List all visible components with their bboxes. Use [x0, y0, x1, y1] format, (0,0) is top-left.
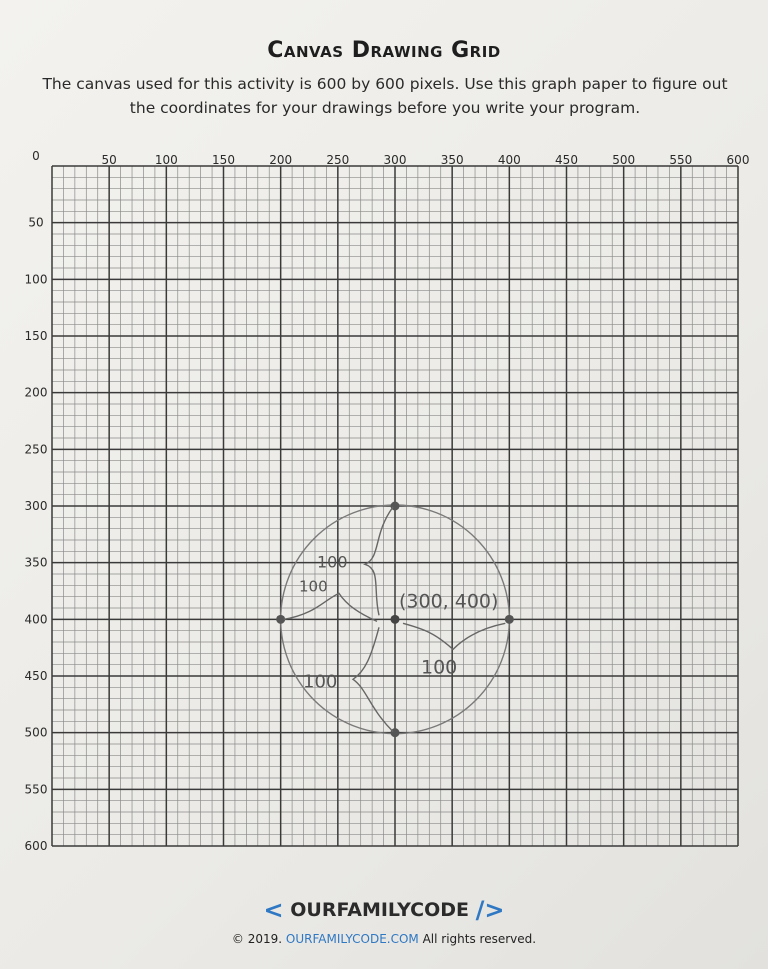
x-axis-label: 450: [555, 153, 578, 167]
sketch-radius-label-right: 100: [421, 656, 458, 679]
brand-logo: [0, 896, 768, 924]
x-axis-label: 50: [101, 153, 117, 167]
sketch-center-label: (300, 400): [399, 590, 499, 613]
x-axis-label: 250: [326, 153, 350, 167]
copyright-prefix: © 2019.: [231, 932, 283, 946]
sketch-radius-label-up: 100: [317, 552, 348, 572]
brand-name: OURFAMILYCODE: [290, 899, 469, 921]
copyright-suffix: All rights reserved.: [422, 932, 537, 946]
y-axis-label: 50: [28, 215, 44, 230]
x-axis-label: 100: [154, 153, 178, 167]
y-axis-label: 300: [24, 499, 48, 513]
x-axis-label: 600: [726, 153, 750, 167]
x-axis-label: 550: [669, 153, 693, 167]
y-axis-label: 200: [24, 385, 48, 400]
y-axis-label: 550: [24, 782, 48, 797]
sketch-radius-label-down: 100: [303, 671, 338, 693]
y-axis-labels: [25, 216, 48, 853]
sketch-brace-down: [353, 627, 393, 731]
sketch-brace-right: [403, 623, 505, 649]
y-axis-label: 250: [24, 442, 48, 457]
copyright-link: OURFAMILYCODE.COM: [285, 932, 419, 946]
y-axis-label: 400: [24, 612, 48, 627]
y-axis-label: 500: [24, 725, 48, 740]
intro-text: The canvas used for this activity is 600 by 600 pixels. Use this graph paper to figure out the coordinates for your drawings before you write your program.: [42, 75, 728, 117]
x-axis-label: 0: [32, 149, 40, 163]
sketch-brace-left: [284, 593, 377, 621]
y-axis-label: 450: [24, 669, 48, 683]
x-axis-label: 350: [440, 153, 464, 167]
y-axis-label: 600: [24, 839, 48, 853]
x-axis-label: 400: [497, 153, 521, 167]
x-axis-label: 200: [269, 153, 293, 167]
x-axis-labels: [32, 149, 749, 167]
sketch-brace-up: [365, 507, 393, 615]
brand-open-bracket: <: [263, 896, 284, 924]
x-axis-label: 150: [212, 153, 235, 167]
sketch-center-dot: [391, 615, 400, 624]
y-axis-label: 150: [24, 329, 48, 343]
sketch-radius-label-left: 100: [299, 577, 328, 596]
y-axis-label: 350: [24, 555, 48, 570]
brand-close-bracket: />: [475, 896, 505, 924]
copyright-line: [0, 932, 768, 946]
x-axis-label: 300: [383, 153, 407, 167]
x-axis-label: 500: [612, 153, 636, 167]
page-title: Canvas Drawing Grid: [267, 38, 501, 63]
y-axis-label: 100: [24, 272, 48, 287]
sketch-right-dot: [505, 615, 514, 624]
